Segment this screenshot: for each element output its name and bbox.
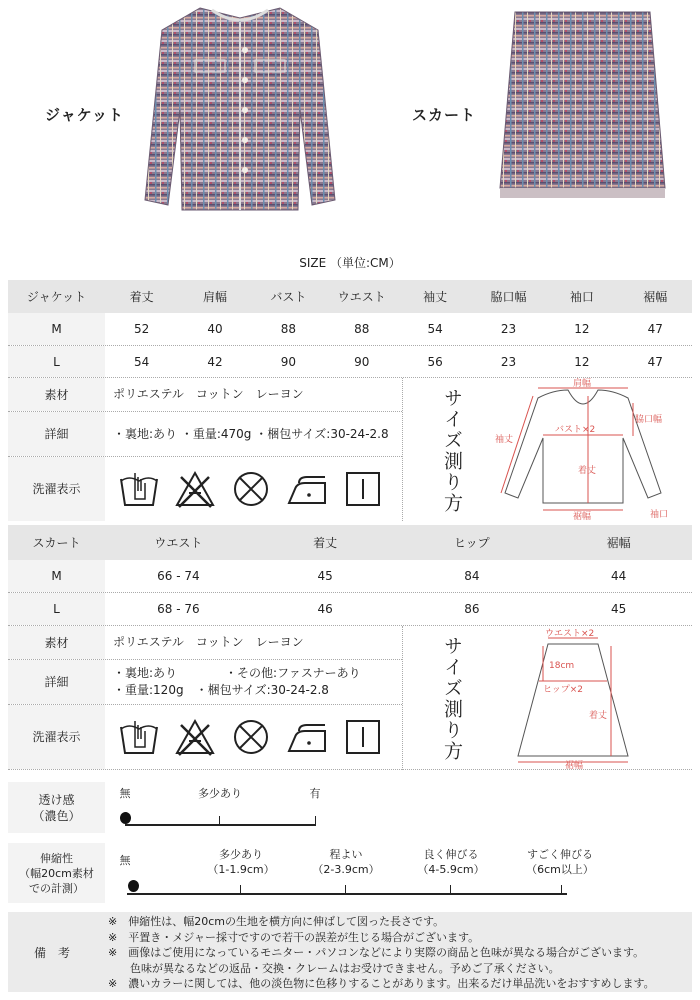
detail-label: 詳細 <box>8 412 105 456</box>
level-range: （4-5.9cm） <box>417 863 485 876</box>
detail-row <box>8 660 402 705</box>
note-line: ※ 伸縮性は、幅20cmの生地を横方向に伸ばして図った長さです。 <box>108 915 445 928</box>
value-cell: 12 <box>574 322 590 336</box>
wash-label: 洗濯表示 <box>8 457 105 521</box>
level-label: 無 <box>119 787 131 800</box>
scale-marker <box>128 880 139 892</box>
stretch-scale <box>0 843 700 903</box>
value-cell: 88 <box>280 322 297 336</box>
transparency-scale <box>0 782 700 832</box>
value-cell: 66 - 74 <box>157 569 200 583</box>
wash-row <box>8 457 402 521</box>
note-line: ※ 画像はご使用になっているモニター・パソコンなどにより実際の商品と色味が異なる場合がございます。 <box>108 946 645 959</box>
hand-wash-icon <box>119 717 159 757</box>
value-cell: 23 <box>500 354 517 369</box>
svg-text:着丈: 着丈 <box>578 466 597 476</box>
scale-tick <box>561 885 562 893</box>
value-cell: 23 <box>500 322 517 336</box>
skirt-measure-diagram <box>503 626 693 769</box>
svg-text:裾幅: 裾幅 <box>565 761 584 769</box>
level-range: （6cm以上） <box>526 863 594 876</box>
header-cell: ウエスト <box>337 290 386 304</box>
jacket-header-row <box>8 280 692 313</box>
svg-text:18cm: 18cm <box>549 661 575 671</box>
header-cell: 脇口幅 <box>490 290 527 304</box>
level-label: 多少あり <box>198 787 242 800</box>
size-cell: L <box>8 346 105 377</box>
level-label: 多少あり <box>218 848 263 861</box>
material-label: 素材 <box>8 626 105 659</box>
jacket-measure-diagram <box>483 378 693 521</box>
notes-section <box>8 912 692 992</box>
scale-line <box>125 824 316 826</box>
value-cell: 45 <box>317 569 333 583</box>
svg-text:袖丈: 袖丈 <box>495 435 514 445</box>
skirt-measure-panel <box>402 626 692 770</box>
value-cell: 86 <box>464 602 480 616</box>
skirt-label: スカート <box>412 106 477 124</box>
header-cell: 着丈 <box>129 290 154 304</box>
detail-value: ・裏地:あり ・その他:ファスナーあり <box>113 666 361 680</box>
material-value: ポリエステル コットン レーヨン <box>113 387 304 401</box>
scale-tick <box>315 816 316 824</box>
level-range: （2-3.9cm） <box>312 863 380 876</box>
value-cell: 12 <box>574 354 590 369</box>
svg-text:バスト×2: バスト×2 <box>555 425 596 435</box>
header-cell: バスト <box>270 290 307 304</box>
value-cell: 88 <box>354 322 370 336</box>
scale-line <box>127 893 567 895</box>
jacket-label: ジャケット <box>45 106 124 124</box>
note-line: ※ 平置き・メジャー採寸ですので若干の誤差が生じる場合がございます。 <box>108 930 480 944</box>
table-row <box>8 593 692 626</box>
label-line: （幅20cm素材 <box>19 866 94 880</box>
iron-low-icon <box>287 469 327 509</box>
notes-label: 備 考 <box>34 946 71 960</box>
value-cell: 42 <box>207 354 223 369</box>
table-row <box>8 346 692 378</box>
value-cell: 84 <box>464 569 480 583</box>
scale-tick <box>450 885 451 893</box>
no-bleach-icon <box>175 469 215 509</box>
svg-text:袖口: 袖口 <box>650 510 669 520</box>
value-cell: 44 <box>610 569 627 583</box>
detail-value: ・重量:120g ・梱包サイズ:30-24-2.8 <box>113 683 329 697</box>
level-label: 程よい <box>329 848 363 861</box>
value-cell: 52 <box>134 322 150 336</box>
jacket-image <box>140 0 340 218</box>
header-cell: 袖丈 <box>423 290 448 304</box>
label-line: 透け感 <box>38 792 75 807</box>
no-tumble-dry-icon <box>231 717 271 757</box>
value-cell: 54 <box>134 354 150 369</box>
material-row <box>8 378 402 412</box>
svg-text:肩幅: 肩幅 <box>573 379 592 389</box>
measure-title: サイズ測り方 <box>441 636 463 762</box>
line-dry-icon <box>343 469 383 509</box>
value-cell: 56 <box>427 354 443 369</box>
line-dry-icon <box>343 717 383 757</box>
svg-text:脇口幅: 脇口幅 <box>635 415 663 425</box>
material-value: ポリエステル コットン レーヨン <box>113 635 304 649</box>
level-label: すごく伸びる <box>526 848 593 861</box>
value-cell: 45 <box>610 602 627 616</box>
svg-text:ウエスト×2: ウエスト×2 <box>545 629 595 639</box>
value-cell: 90 <box>354 354 370 369</box>
no-tumble-dry-icon <box>231 469 271 509</box>
header-cell: ウエスト <box>154 536 203 550</box>
scale-tick <box>345 885 346 893</box>
wash-row <box>8 705 402 770</box>
header-cell: ヒップ <box>454 536 490 550</box>
jacket-measure-panel <box>402 378 692 521</box>
no-bleach-icon <box>175 717 215 757</box>
value-cell: 54 <box>427 322 443 336</box>
header-cell: 裾幅 <box>643 290 668 304</box>
value-cell: 47 <box>647 322 663 336</box>
wash-icons <box>105 469 383 509</box>
measure-title: サイズ測り方 <box>441 388 463 514</box>
size-cell: M <box>8 560 105 592</box>
table-row <box>8 313 692 346</box>
svg-text:着丈: 着丈 <box>589 711 608 721</box>
material-label: 素材 <box>8 378 105 411</box>
header-cell: 肩幅 <box>203 290 228 304</box>
value-cell: 90 <box>280 354 297 369</box>
scale-tick <box>219 816 220 824</box>
value-cell: 68 - 76 <box>157 602 200 616</box>
svg-text:ヒップ×2: ヒップ×2 <box>543 685 583 695</box>
hand-wash-icon <box>119 469 159 509</box>
table-row <box>8 560 692 593</box>
skirt-image <box>495 8 670 200</box>
header-cell: 裾幅 <box>606 536 631 550</box>
level-range: （1-1.9cm） <box>207 863 275 876</box>
label-line: 伸縮性 <box>39 851 73 865</box>
label-line: での計測） <box>28 881 84 895</box>
level-label: 有 <box>309 787 321 800</box>
level-label: 無 <box>119 854 131 867</box>
note-line: 色味が異なるなどの返品・交換・クレームはお受けできません。予めご了承ください。 <box>108 961 560 975</box>
value-cell: 47 <box>647 354 663 369</box>
header-cell: スカート <box>32 535 81 550</box>
label-line: （濃色） <box>32 808 81 823</box>
header-cell: 着丈 <box>313 536 338 550</box>
wash-icons <box>105 717 383 757</box>
scale-tick <box>240 885 241 893</box>
scale-marker <box>120 812 131 824</box>
size-cell: M <box>8 313 105 345</box>
skirt-header-row <box>8 525 692 560</box>
value-cell: 46 <box>317 602 333 616</box>
detail-label: 詳細 <box>8 660 105 704</box>
iron-low-icon <box>287 717 327 757</box>
svg-text:裾幅: 裾幅 <box>573 512 592 521</box>
size-title: SIZE （単位:CM） <box>299 256 401 270</box>
header-cell: ジャケット <box>26 289 87 304</box>
note-line: ※ 濃いカラーに関しては、他の淡色物に色移りすることがあります。出来るだけ単品洗いをおすすめします。 <box>108 977 655 990</box>
header-cell: 袖口 <box>569 290 594 304</box>
wash-label: 洗濯表示 <box>8 705 105 769</box>
detail-row <box>8 412 402 457</box>
material-row <box>8 626 402 660</box>
detail-value: ・裏地:あり ・重量:470g ・梱包サイズ:30-24-2.8 <box>113 426 389 441</box>
value-cell: 40 <box>207 322 223 336</box>
size-cell: L <box>8 593 105 625</box>
level-label: 良く伸びる <box>423 848 479 861</box>
